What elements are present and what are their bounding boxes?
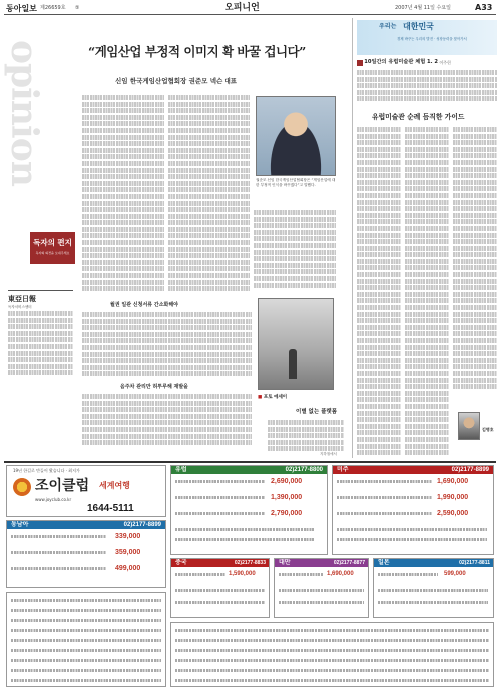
reader-item-1-title: 월권 일관 신청서류 간소화해야 <box>110 302 179 308</box>
contact-name: 東亞日報 <box>8 294 36 303</box>
masthead: 동아일보 <box>6 3 37 13</box>
ad-line <box>175 679 489 682</box>
writer-photo <box>458 412 480 440</box>
reader-letter-box <box>30 232 75 264</box>
contact-box <box>8 290 73 380</box>
side-label: opinion <box>3 40 45 186</box>
ad-box-japan-phone: 02)2177-8811 <box>459 560 490 566</box>
ad-line <box>378 601 488 604</box>
ad-line <box>337 480 432 483</box>
photo-essay-figure <box>289 349 297 379</box>
main-ad-url: www.joyclub.co.kr <box>35 497 72 502</box>
article-column-2 <box>168 95 250 295</box>
ad-price: 2,790,000 <box>271 510 303 517</box>
headline-subtitle: 신임 한국게임산업협회장 권준모 넥슨 대표 <box>115 77 238 85</box>
reader-item-1-body <box>82 312 252 380</box>
reader-item-2-title: 음주차 관리만 허투루해 재발을 <box>120 384 189 390</box>
ad-box-southeast-bar <box>7 521 165 529</box>
contact-phone-label: 독자서비스센터 <box>8 305 32 310</box>
ad-line <box>279 601 364 604</box>
banner-sub: 경제 바꾸는 우리의 발전 · 성장동력을 찾아가서 <box>397 37 467 41</box>
portrait-photo <box>256 96 336 176</box>
ad-line <box>175 659 489 662</box>
ad-line <box>175 589 265 592</box>
right-article-col-1 <box>357 127 401 457</box>
main-ad-sub: 세계여행 <box>99 481 130 490</box>
ad-box-europe-phone: 02)2177-8800 <box>285 467 323 473</box>
ad-line <box>175 649 489 652</box>
ad-line <box>378 589 488 592</box>
issue-number: 제26659호 <box>40 5 66 11</box>
right-article-title: 유럽미술관 순례 듬직한 가이드 <box>372 113 465 121</box>
ad-line <box>11 649 161 652</box>
series-intro <box>357 70 497 106</box>
ad-line <box>175 573 225 576</box>
ad-box-taiwan-phone: 02)2177-8877 <box>333 560 365 566</box>
photo-essay-title: 이별 없는 플랫폼 <box>296 409 338 415</box>
ad-line <box>11 669 161 672</box>
series-item-marker-icon <box>357 60 363 66</box>
writer-name: 김명호 <box>482 427 494 432</box>
header-rule <box>4 14 496 15</box>
ad-box-southeast-name: 동남아 <box>11 522 29 528</box>
ad-line <box>11 659 161 662</box>
ad-box-taiwan-bar <box>275 559 368 567</box>
ad-box-southeast-phone: 02)2177-8899 <box>123 522 161 528</box>
contact-details <box>8 311 73 377</box>
main-ad-title: 조이클럽 <box>35 478 90 494</box>
ad-line <box>175 538 315 541</box>
ad-box-china-bar <box>171 559 269 567</box>
page-header <box>0 0 500 14</box>
issue-date: 2007년 4월 11일 수요일 <box>395 5 452 11</box>
ad-box-europe-name: 유럽 <box>175 467 187 473</box>
photo-caption: 권준모 신임 한국게임산업협회장은 “게임산업에 대한 부정적 인식을 바꾸겠다”고 말했다. <box>256 178 336 187</box>
section-name: 오피니언 <box>225 3 260 13</box>
ad-price: 1,390,000 <box>271 494 303 501</box>
reader-letter-sub: 독자의 의견을 보내주세요 <box>35 251 70 256</box>
ads-top-rule <box>4 461 496 463</box>
ad-box-usa[interactable] <box>332 465 494 555</box>
photo-essay-image <box>258 298 334 390</box>
ad-line <box>11 629 161 632</box>
ad-box-china[interactable] <box>170 558 270 618</box>
ad-price: 1,590,000 <box>229 571 256 577</box>
ad-line <box>11 619 161 622</box>
article-column-3 <box>254 210 336 295</box>
ad-box-china-name: 중국 <box>175 560 187 566</box>
series-banner <box>357 20 497 55</box>
ad-line <box>175 496 265 499</box>
article-column-1 <box>82 95 164 295</box>
right-column-divider <box>352 18 353 458</box>
ad-price: 359,000 <box>115 549 141 556</box>
banner-small: 우리는 <box>379 23 397 30</box>
ad-line <box>175 480 265 483</box>
headline-title: “게임산업 부정적 이미지 확 바꿀 겁니다” <box>88 44 306 59</box>
ad-line <box>175 601 265 604</box>
ad-line <box>11 639 161 642</box>
ad-box-japan-name: 일본 <box>378 560 390 566</box>
ad-line <box>11 609 161 612</box>
ad-line <box>378 573 438 576</box>
classified-ads-left <box>6 592 166 687</box>
ad-line <box>337 538 487 541</box>
ad-line <box>337 528 487 531</box>
ad-line <box>11 551 106 554</box>
main-travel-ad[interactable] <box>6 465 166 517</box>
ad-line <box>337 496 432 499</box>
banner-big: 대한민국 <box>403 22 434 31</box>
ad-box-southeast[interactable] <box>6 520 166 588</box>
ad-box-europe[interactable] <box>170 465 328 555</box>
edition-mark: ⑤ <box>75 5 80 11</box>
ad-price: 1,990,000 <box>437 494 469 501</box>
ad-line <box>279 589 364 592</box>
camera-icon: ■ <box>258 395 263 400</box>
ad-line <box>11 535 106 538</box>
photo-essay-label-text: 포토 에세이 <box>263 395 288 400</box>
ad-price: 499,000 <box>115 565 141 572</box>
main-ad-phone: 1644-5111 <box>87 503 134 514</box>
ad-price: 1,690,000 <box>327 571 354 577</box>
ad-line <box>11 679 161 682</box>
classified-ads-right <box>170 622 494 687</box>
ad-box-usa-bar <box>333 466 493 474</box>
ad-line <box>175 639 489 642</box>
ad-box-taiwan[interactable] <box>274 558 369 618</box>
ad-line <box>11 567 106 570</box>
ad-line <box>11 599 161 602</box>
ad-price: 2,590,000 <box>437 510 469 517</box>
ad-box-china-phone: 02)2177-8833 <box>234 560 266 566</box>
ad-line <box>175 528 315 531</box>
ad-box-europe-bar <box>171 466 327 474</box>
ad-box-usa-phone: 02)2177-8899 <box>451 467 489 473</box>
ad-price: 599,000 <box>444 571 466 577</box>
ad-line <box>279 573 324 576</box>
page-number: A33 <box>475 3 493 12</box>
reader-item-2-body <box>82 394 252 452</box>
ad-price: 1,690,000 <box>437 478 469 485</box>
photo-essay-credit: 지하철에서 <box>320 452 337 456</box>
ad-price: 339,000 <box>115 533 141 540</box>
series-item <box>357 59 497 67</box>
ad-box-japan[interactable] <box>373 558 494 618</box>
ad-line <box>175 669 489 672</box>
ad-box-japan-bar <box>374 559 493 567</box>
reader-letter-title: 독자의 편지 <box>33 238 72 247</box>
main-ad-tagline: 19년 한길로 만들어 왔습니다 · 최저가 <box>13 468 80 473</box>
ad-line <box>175 629 489 632</box>
ad-line <box>337 512 432 515</box>
ad-line <box>175 512 265 515</box>
right-article-col-2 <box>405 127 449 457</box>
main-ad-logo-icon <box>13 478 31 496</box>
ad-box-usa-name: 미주 <box>337 467 349 473</box>
photo-essay-label <box>258 395 287 401</box>
ad-box-taiwan-name: 대만 <box>279 560 291 566</box>
series-item-title: 10일간의 유럽미술관 체험 1. 2 <box>364 59 439 65</box>
right-article-col-3 <box>453 127 497 407</box>
series-item-author: 이주헌 <box>439 59 451 65</box>
ad-price: 2,690,000 <box>271 478 303 485</box>
